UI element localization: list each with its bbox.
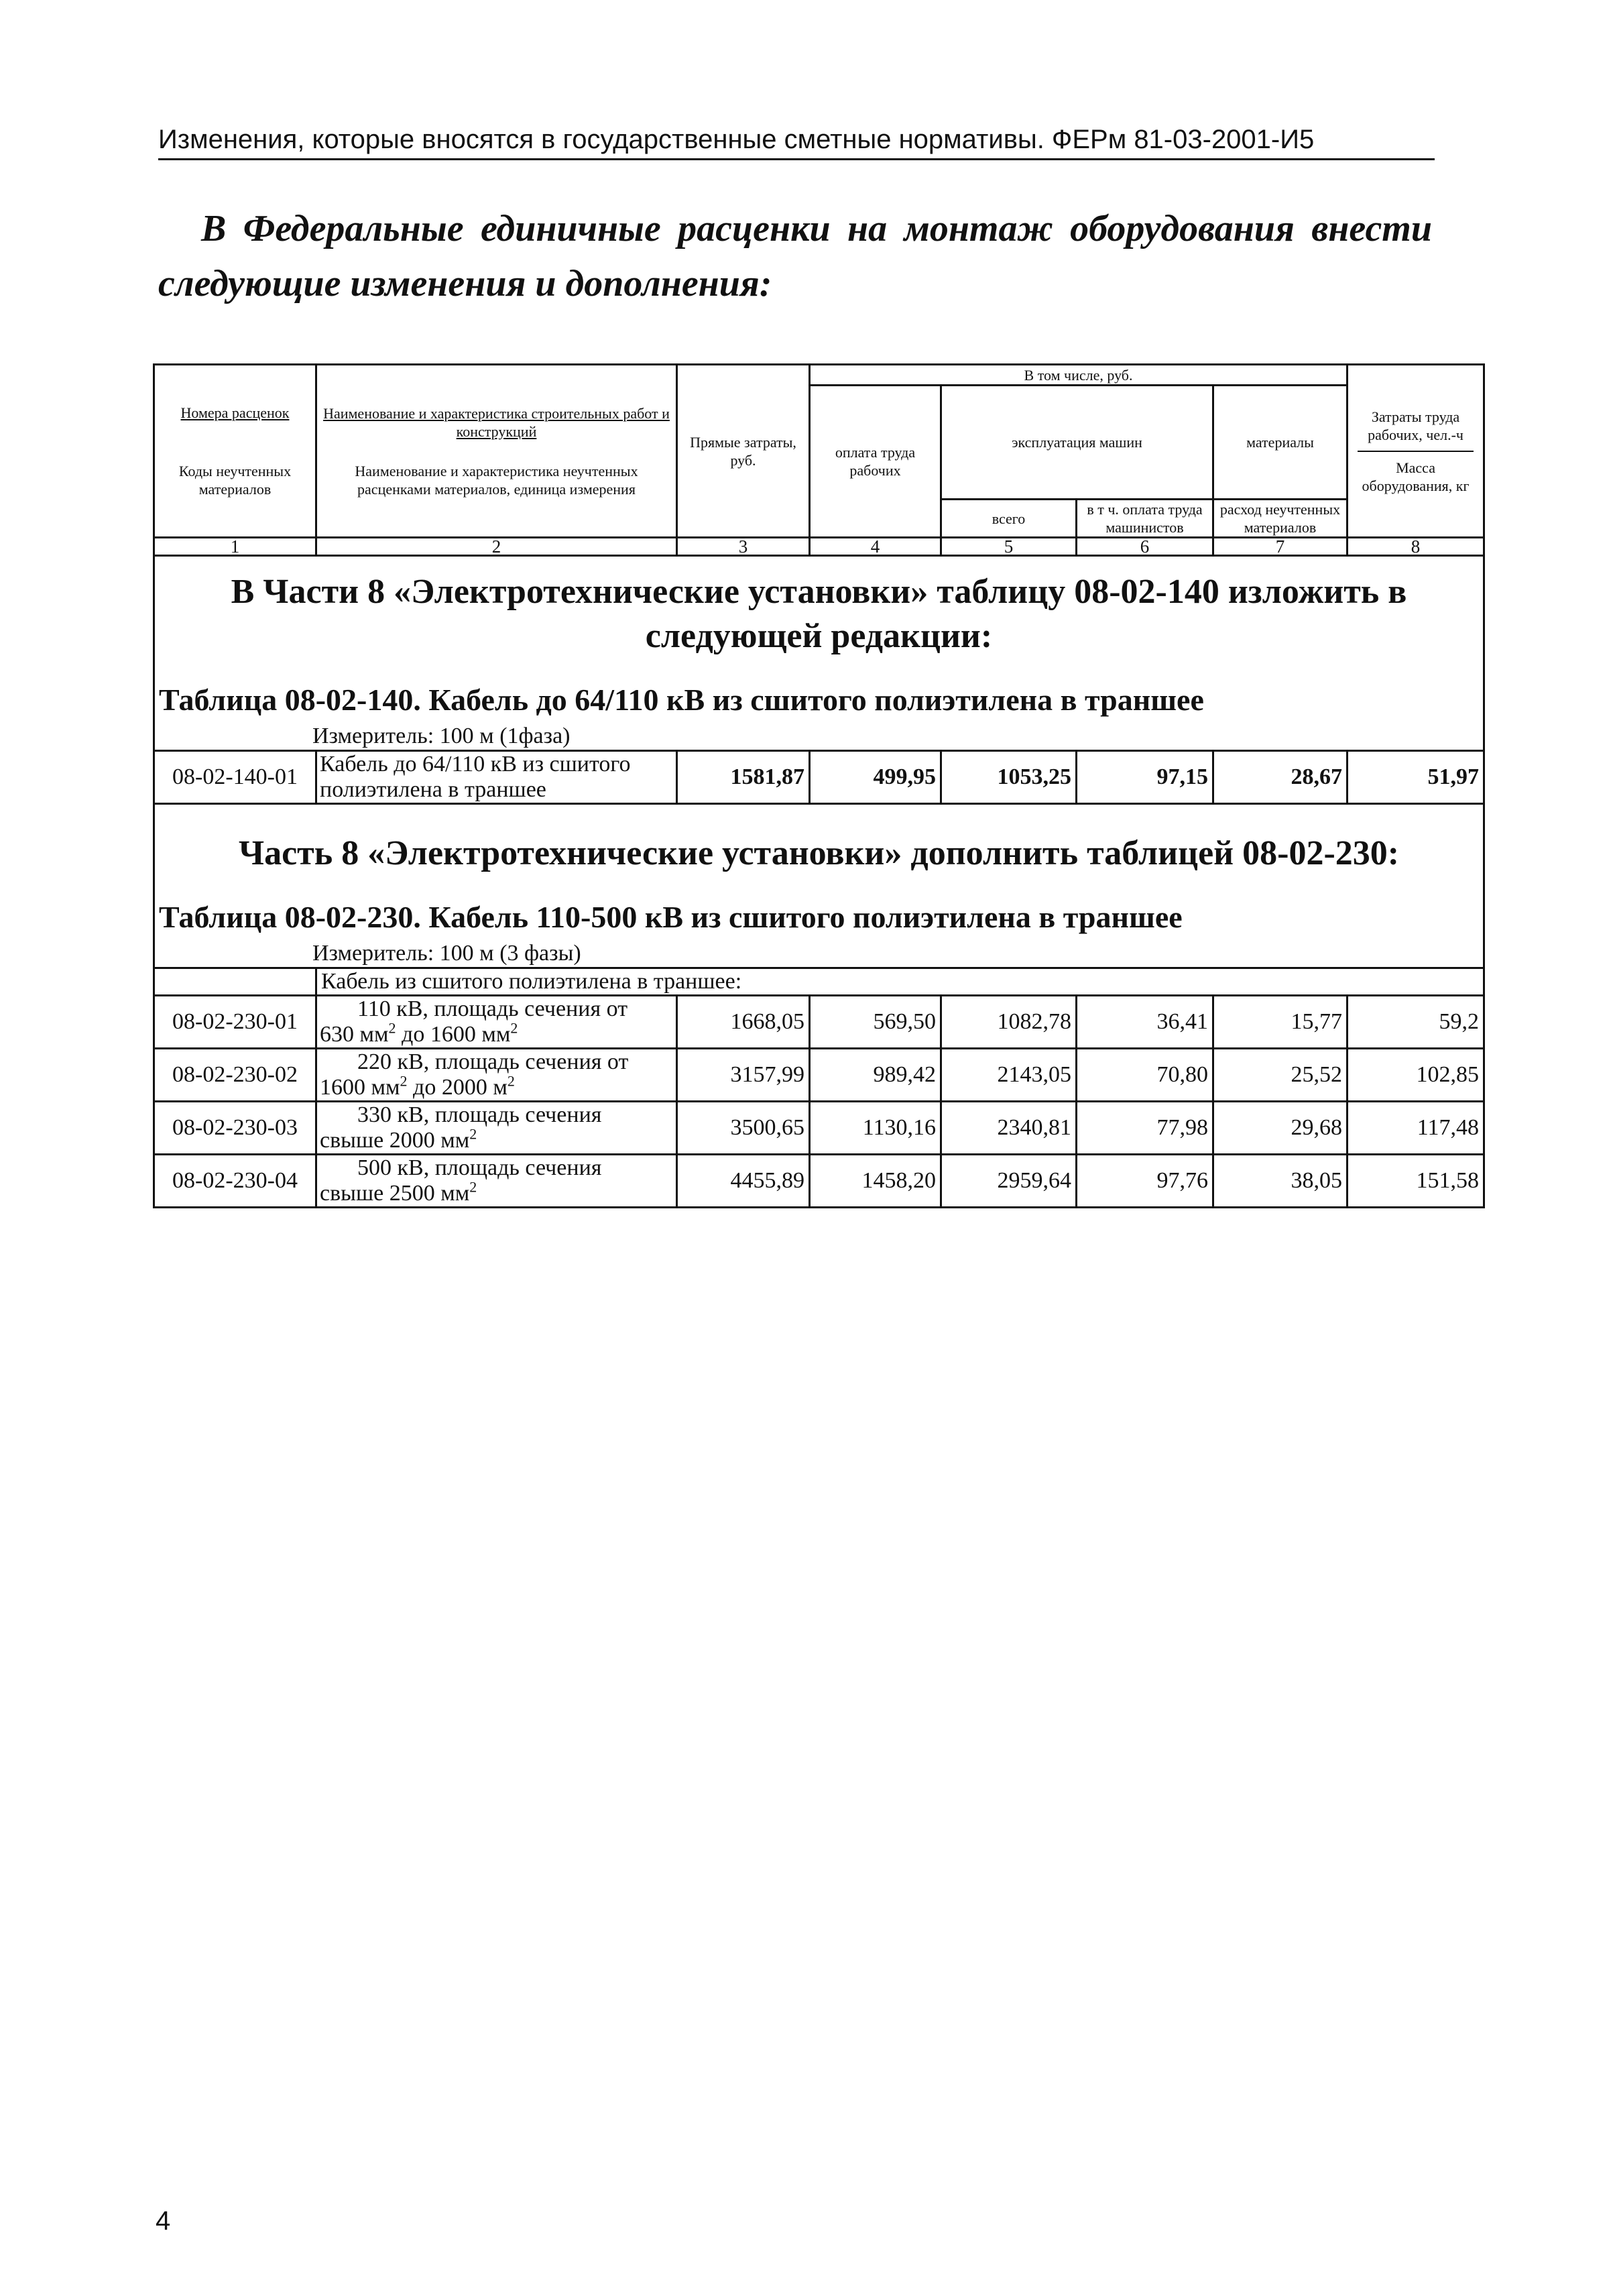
rate-code: 08-02-230-04 [154,1155,316,1208]
direct-costs: 4455,89 [677,1155,810,1208]
header-col8-divider [1358,451,1474,452]
machinist-pay: 36,41 [1077,996,1213,1049]
header-in-total: В том числе, руб. [810,365,1348,386]
rate-code: 08-02-230-01 [154,996,316,1049]
header-material-name: Наименование и характеристика неучтенных расценками материалов, единица измерения [355,462,638,498]
superscript: 2 [507,1072,515,1090]
section2-title-row [154,804,1484,883]
column-number: 6 [1077,538,1213,556]
labor-cost: 117,48 [1348,1102,1484,1155]
labor-cost: 51,97 [1348,751,1484,804]
direct-costs: 1581,87 [677,751,810,804]
superscript: 2 [400,1072,408,1090]
rate-name-line1: 110 кВ, площадь сечения от [357,996,628,1021]
header-incl-machinist: в т ч. оплата труда машинистов [1077,500,1213,538]
rate-name-line2a: 1600 мм [320,1075,400,1100]
table-row [154,751,1484,804]
intro-line-2: следующие изменения и дополнения: [158,263,772,304]
machine-total: 1053,25 [941,751,1077,804]
section1-title-row [154,556,1484,666]
rate-name-line1: 330 кВ, площадь сечения [357,1102,602,1127]
header-col2 [316,365,677,538]
header-col8 [1348,365,1484,538]
machinist-pay: 77,98 [1077,1102,1213,1155]
rate-name-line2b: до 1600 мм [396,1022,511,1047]
labor-cost: 59,2 [1348,996,1484,1049]
superscript: 2 [469,1125,477,1143]
section1-table-title: Таблица 08-02-140. Кабель до 64/110 кВ из сшитого полиэтилена в траншее [154,665,1484,720]
rate-name [316,996,677,1049]
header-direct-costs: Прямые затраты, руб. [677,365,810,538]
labor-pay: 569,50 [810,996,941,1049]
machine-total: 1082,78 [941,996,1077,1049]
labor-cost: 102,85 [1348,1049,1484,1102]
section2-measure: Измеритель: 100 м (3 фазы) [154,937,1484,968]
labor-pay: 989,42 [810,1049,941,1102]
rates-table [153,363,1485,1208]
header-work-name: Наименование и характеристика строительных работ и конструкций [323,404,670,440]
column-number: 1 [154,538,316,556]
header-machine-ops: эксплуатация машин [941,386,1213,500]
rate-name-line2b: до 2000 м [407,1075,507,1100]
page-number: 4 [156,2206,171,2236]
column-number: 8 [1348,538,1484,556]
table-row [154,1049,1484,1102]
header-material-codes: Коды неучтенных материалов [178,463,292,498]
superscript: 2 [469,1178,477,1196]
rate-name-line1: 220 кВ, площадь сечения от [357,1049,629,1074]
rate-name-line1: 500 кВ, площадь сечения [357,1155,602,1180]
header-total: всего [941,500,1077,538]
machine-total: 2143,05 [941,1049,1077,1102]
machinist-pay: 97,76 [1077,1155,1213,1208]
materials-cost: 25,52 [1213,1049,1348,1102]
rate-code: 08-02-230-03 [154,1102,316,1155]
header-row-1 [154,365,1484,386]
section2-subheading: Кабель из сшитого полиэтилена в траншее: [316,968,1484,996]
direct-costs: 3157,99 [677,1049,810,1102]
materials-cost: 15,77 [1213,996,1348,1049]
section2-title: Часть 8 «Электротехнические установки» дополнить таблицей 08-02-230: [154,804,1484,883]
header-labor-pay: оплата труда рабочих [810,386,941,538]
labor-pay: 499,95 [810,751,941,804]
header-rule [158,158,1435,160]
rate-name: Кабель до 64/110 кВ из сшитого полиэтилена в траншее [316,751,677,804]
rate-name-line2a: свыше 2000 мм [320,1128,470,1153]
labor-pay: 1130,16 [810,1102,941,1155]
column-number: 3 [677,538,810,556]
superscript: 2 [510,1019,518,1037]
header-rate-numbers: Номера расценок [180,404,290,421]
column-number: 7 [1213,538,1348,556]
rate-name [316,1049,677,1102]
header-equipment-mass: Масса оборудования, кг [1362,459,1470,494]
rate-code: 08-02-140-01 [154,751,316,804]
rate-name-line2a: 630 мм [320,1022,389,1047]
section2-table-title-row [154,882,1484,937]
rate-name-line2a: свыше 2500 мм [320,1181,470,1206]
table-row [154,1155,1484,1208]
intro-line-1: В Федеральные единичные расценки на монтаж оборудования внести [201,208,1432,249]
table-row [154,996,1484,1049]
section1-measure: Измеритель: 100 м (1фаза) [154,720,1484,751]
rate-name [316,1102,677,1155]
rate-code: 08-02-230-02 [154,1049,316,1102]
direct-costs: 1668,05 [677,996,810,1049]
machinist-pay: 70,80 [1077,1049,1213,1102]
column-number: 5 [941,538,1077,556]
section2-measure-row [154,937,1484,968]
rate-name [316,1155,677,1208]
section2-subheading-row [154,968,1484,996]
labor-cost: 151,58 [1348,1155,1484,1208]
empty-cell [154,968,316,996]
header-labor-cost: Затраты труда рабочих, чел.-ч [1368,408,1463,443]
machinist-pay: 97,15 [1077,751,1213,804]
direct-costs: 3500,65 [677,1102,810,1155]
labor-pay: 1458,20 [810,1155,941,1208]
column-number: 4 [810,538,941,556]
machine-total: 2959,64 [941,1155,1077,1208]
materials-cost: 29,68 [1213,1102,1348,1155]
intro-heading [158,201,1432,311]
section1-measure-row [154,720,1484,751]
header-materials: материалы [1213,386,1348,500]
table-row [154,1102,1484,1155]
machine-total: 2340,81 [941,1102,1077,1155]
section1-title: В Части 8 «Электротехнические установки» таблицу 08-02-140 изложить в следующей редакции: [154,556,1484,666]
header-col1 [154,365,316,538]
materials-cost: 28,67 [1213,751,1348,804]
section1-table-title-row [154,665,1484,720]
column-number: 2 [316,538,677,556]
superscript: 2 [388,1019,396,1037]
materials-cost: 38,05 [1213,1155,1348,1208]
section2-table-title: Таблица 08-02-230. Кабель 110-500 кВ из сшитого полиэтилена в траншее [154,882,1484,937]
running-head: Изменения, которые вносятся в государственные сметные нормативы. ФЕРм 81-03-2001-И5 [158,125,1315,154]
header-unaccounted-materials: расход неучтенных материалов [1213,500,1348,538]
column-numbers-row [154,538,1484,556]
